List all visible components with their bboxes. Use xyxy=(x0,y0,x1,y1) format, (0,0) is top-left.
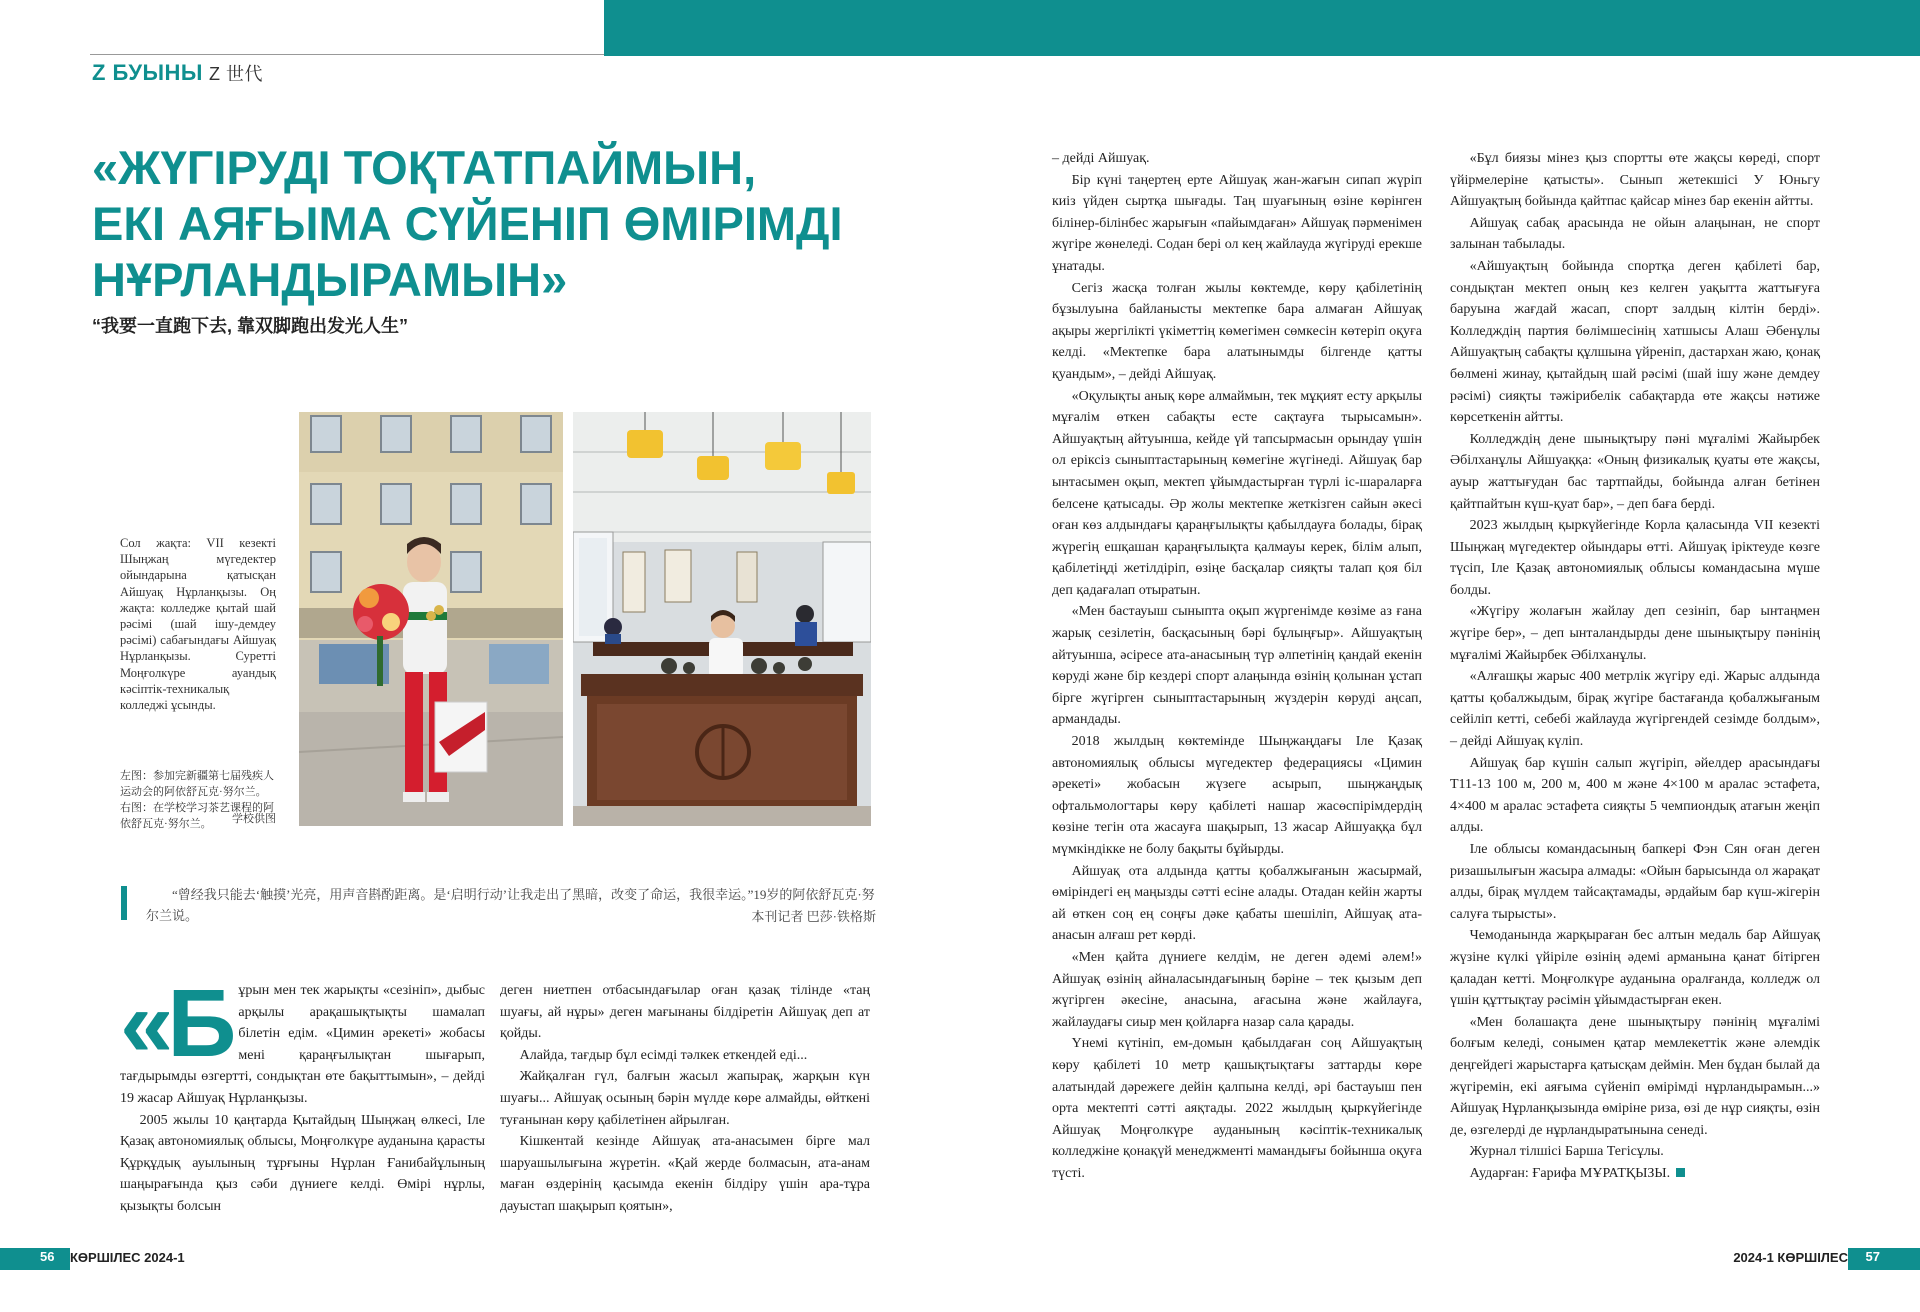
photo-tea-ceremony-class xyxy=(573,412,871,826)
section-label-zh: Z 世代 xyxy=(208,64,263,84)
section-header xyxy=(92,60,263,86)
photo-credit: 学校供图 xyxy=(232,813,276,825)
paragraph: Сегіз жасқа толған жылы көктемде, көру қабілетінің бұзылуына байланысты мектепке бара алмаған Айшуақ ақыры жергілікті үкіметтің көмегімен сөмкесін көтеріп оқуға келді. «Мектепке бара алатынымды білгенде қатты қуандым», – дейді Айшуақ. xyxy=(1052,280,1422,382)
photo-athlete-with-flowers xyxy=(299,412,563,826)
article-column-3 xyxy=(1052,148,1422,1185)
article-title xyxy=(92,140,852,308)
page-number-left: 56 xyxy=(36,1249,58,1264)
paragraph: «Мен бастауыш сыныпта оқып жүргенімде көзіме аз ғана жарық сезілетін, басқасының бәрі бұлыңғыр». Айшуақтың айтуынша, әсіресе ата-анасының түр әлпетінің қандай екенін көруді және бір кездері спорт алаңында өзінің қолынан ұстап бірге жүгірген сыныптастарының жүздерін көруді аңсап, армандады. xyxy=(1052,604,1422,728)
quote-accent-bar xyxy=(121,886,127,920)
top-accent-bar xyxy=(604,0,1920,56)
photo-caption-kazakh: Сол жақта: VII кезекті Шыңжаң мүгедектер ойындарына қатысқан Айшуақ Нұрланқызы. Оң жақта: колледже қытай шай рәсімі (шай ішу-демдеу рәсімі) сабағындағы Айшуақ Нұрланқызы. Суретті Моңғолкүре ауандық кәсіптік-техникалық колледжі ұсынды. xyxy=(120,536,276,713)
paragraph: Айшуақ сабақ арасында не ойын алаңынан, не спорт залынан табылады. xyxy=(1450,215,1820,253)
footer-right xyxy=(1729,1249,1880,1265)
paragraph: деген ниетпен отбасындағылар оған қазақ тілінде «таң шуағы, ай нұры» деген мағынаны білдіретін Айшуақ деп ат қойды. xyxy=(500,983,870,1042)
translator-credit xyxy=(1450,1163,1820,1185)
photo-caption-chinese: 左图：参加完新疆第七届残疾人运动会的阿依舒瓦克·努尔兰。右图：在学校学习茶艺课程的阿依舒瓦克·努尔兰。 xyxy=(120,770,274,830)
translator-text: Аударған: Ғарифа МҰРАТҚЫЗЫ. xyxy=(1469,1165,1671,1181)
paragraph: Алайда, тағдыр бұл есімді тәлкек еткендей еді... xyxy=(519,1047,808,1063)
footer-left xyxy=(40,1249,189,1265)
article-subtitle: “我要一直跑下去, 靠双脚跑出发光人生” xyxy=(92,316,409,336)
paragraph: Айшуақ бар күшін салып жүгіріп, әйелдер арасындағы T11-13 100 м, 200 м, 400 м және 4×100 м аралас эстафета, 4×400 м аралас эстафета сияқты 5 чемпиондық атағын жеңіп алды. xyxy=(1450,755,1820,836)
pull-quote-credit: 本刊记者 巴莎·铁格斯 xyxy=(751,909,876,924)
paragraph: «Жүгіру жолағын жайлау деп сезініп, бар ынтаңмен жүгіре бер», – деп ынталандырды дене шынықтыру пәнінің мұғалімі Жайырбек Әбілханұлы. xyxy=(1450,604,1820,663)
paragraph: Жайқалған гүл, балғын жасыл жапырақ, жарқын күн шуағы... Айшуақ осының бәрін мүлде көре алмайды, өйткені туғанынан көру қабілетінен айрылған. xyxy=(500,1069,870,1128)
paragraph: 2018 жылдың көктемінде Шыңжаңдағы Іле Қазақ автономиялық облысы мүгедектер федерациясы «Цимин әрекеті» жобасын жүзеге асырып, шыңжаңдық офтальмологтары көру қабілеті нашар жасөспірімдердің көзіне тегін ота жасауға шақырып, 13 жасар Айшуаққа бұл мүмкіндікке не болу бақыты бұйырды. xyxy=(1052,734,1422,857)
paragraph: Бір күні таңертең ерте Айшуақ жан-жағын сипап жүріп киіз үйден сыртқа шығады. Таң шуағының өзіне көрінген білінер-білінбес жарығын «пайымдаған» Айшуақ пәрменімен жүгіре жөнеледі. Содан бері ол кең жайлауда жүгіруді ерекше ұнатады. xyxy=(1052,172,1422,274)
end-mark-icon xyxy=(1676,1168,1685,1177)
paragraph: «Бұл биязы мінез қыз спортты өте жақсы көреді, спорт үйірмелеріне қатысты». Сынып жетекшісі У Юньгу Айшуақтың бойында қайтпас қайсар мінез бар екенін айтты. xyxy=(1450,151,1820,210)
article-column-4 xyxy=(1450,148,1820,1185)
article-column-2 xyxy=(500,980,870,1218)
paragraph: Чемоданында жарқыраған бес алтын медаль бар Айшуақ жүзіне күлкі үйіріле өзінің әдемі арманына қанат бітірген қаладан кетті. Моңғолкүре ауданына оралғанда, колледж ол үшін құттықтау рәсімін ұйымдастырған екен. xyxy=(1450,928,1820,1009)
paragraph: Іле облысы командасының бапкері Фэн Сян оған деген ризашылығын жасыра алмады: «Ойын барысында ол жарақат алды, бірақ мүлдем тайсақтамады, әрдайым бар күш-жігерін салуға тырысты». xyxy=(1450,842,1820,922)
paragraph: «Мен болашақта дене шынықтыру пәнінің мұғалімі болғым келеді, сонымен қатар мемлекеттік және әлемдік деңгейдегі жарыстарға қатысқам деймін. Мен бұдан былай да жүгіремін, екі аяғыма сүйеніп өмірімді нұрландырамын...» Айшуақ Нұрланқызында өміріне риза, өзі де нұр сияқты, өзін де, өзгелерді де нұрландыратынына сенеді. xyxy=(1450,1014,1820,1138)
footer-left-label: КӨРШІЛЕС 2024-1 xyxy=(70,1250,185,1265)
paragraph: «Мен қайта дүниеге келдім, не деген әдемі әлем!» Айшуақ өзінің айналасындағының бәріне – тек қызым деп жүгірген әкесіне, анасына, ағасына және жайлауға, жайлаудағы сиыр мен қойларға назар сала қарады. xyxy=(1052,949,1422,1030)
paragraph: «Алғашқы жарыс 400 метрлік жүгіру еді. Жарыс алдында қатты қобалжыдым, бірақ жүгіре бастағанда қобалжығаным сейіліп кетті, себебі жайлауда жүгіргендей сезімде болдым», – дейді Айшуақ күліп. xyxy=(1450,669,1820,750)
paragraph: Колледждің дене шынықтыру пәні мұғалімі Жайырбек Әбілханұлы Айшуаққа: «Оның физикалық қуаты өте жақсы, ауыр жаттығудан бас тартпайды, бойында алған бетінен қайтпайтын күш-қуат бар», – деп баға берді. xyxy=(1450,431,1820,512)
header-rule xyxy=(90,54,604,55)
title-line: ЕКІ АЯҒЫМА СҮЙЕНІП ӨМІРІМДІ xyxy=(92,197,843,250)
drop-cap: «Б xyxy=(120,970,231,1077)
paragraph: Айшуақ ота алдында қатты қобалжығанын жасырмай, өміріндегі ең маңызды сәтті есіне алады. Отадан кейін жарты ай өткен соң ең соңғы дәке қабаты шешіліп, Айшуақ ата-анасын алғаш рет көрді. xyxy=(1052,863,1422,944)
article-column-1 xyxy=(120,970,485,1218)
paragraph: ұрын мен тек жарықты «сезініп», дыбыс арқылы арақашықтықты шамалап білетін едім. «Цимин әрекеті» жобасы мені қараңғылықтан шығарып, тағдырымды өзгертті, сондықтан өте бақыттымын», – дейді 19 жасар Айшуақ Нұрланқызы. xyxy=(120,983,485,1106)
paragraph: Үнемі күтініп, ем-домын қабылдаған соң Айшуақтың көру қабілеті 10 метр қашықтықтағы заттарды көре алатындай дәрежеге дейін қалпына келді, әрі бастауыш пен орта мектепті сәтті аяқтады. 2022 жылдың қыркүйегінде Айшуақ Моңғолкүре ауданының кәсіптік-техникалық колледжіне қонақүй менеджменті мамандығы бойынша оқуға түсті. xyxy=(1052,1036,1422,1181)
section-label: Z БУЫНЫ xyxy=(92,60,203,85)
paragraph: «Айшуақтың бойында спортқа деген қабілеті бар, сондықтан мектеп оның кез келген уақытта жаттығуға баруына жағдай жасап, спорт залдың кілтін берді». Колледждің партия бөлімшесінің хатшысы Алаш Әбенұлы Айшуақтың сабақты құлшына үйреніп, дастархан жаю, қонақ бөлмені жинау, қытайдың шай рәсімі (шай ішу және демдеу рәсімі) сияқты тәжірибелік сабақтарда өте жақсы нәтиже көрсеткенін айтты. xyxy=(1450,258,1820,426)
paragraph: «Оқулықты анық көре алмаймын, тек мұқият есту арқылы мұғалім өткен сабақты есте сақтауға тырысамын». Айшуақтың айтуынша, кейде үй тапсырмасын орындау үшін ол еріксіз сыныптастарының көмегіне жүгінеді. Айшуақ бар ынтасымен оқып, мектеп ұйымдастырған түрлі іс-шараларға белсене қатысады. Әр жолы мектепке жеткізген сайын әкесі оған көз алдындағы қараңғылықты қабылдауға болады, бірақ жүрегің ешқашан қараңғылықта қалмауы керек, білім алып, қабілетіңді жетілдіріп, өзіңе басқалар сияқты талап қоя біл деп қадағалап отыратын. xyxy=(1052,388,1422,598)
title-line: «ЖҮГІРУДІ ТОҚТАТПАЙМЫН, xyxy=(92,141,757,194)
paragraph: 2023 жылдың қыркүйегінде Корла қаласында VII кезекті Шыңжаң мүгедектер ойындары өтті. Айшуақ іріктеуде көзге түсіп, Іле Қазақ автономиялық облысы командасына мүше болды. xyxy=(1450,518,1820,598)
author-credit: Журнал тілшісі Барша Тегісұлы. xyxy=(1469,1144,1664,1160)
paragraph: Кішкентай кезінде Айшуақ ата-анасымен бірге мал шаруашылығына жүретін. «Қай жерде болмасын, ата-анам маған өздерінің қасымда екенін білдіру үшін ара-тұра дауыстап шақырып қоятын», xyxy=(500,1134,870,1214)
pull-quote: “曾经我只能去‘触摸’光亮，用声音斟酌距离。是‘启明行动’让我走出了黑暗，改变了命运，我很幸运。”19岁的阿依舒瓦克·努尔兰说。 xyxy=(146,887,875,923)
title-line: НҰРЛАНДЫРАМЫН» xyxy=(92,253,568,306)
paragraph: 2005 жылы 10 қаңтарда Қытайдың Шыңжаң өлкесі, Іле Қазақ автономиялық облысы, Моңғолкүре ауданына қарасты Құрқұдық ауылының тұрғыны Нұрлан Ғанибайұлының шаңырағында қыз сәби дүниеге келді. Өмірі нұрлы, қызықты болсын xyxy=(120,1112,485,1214)
paragraph: – дейді Айшуақ. xyxy=(1052,151,1150,166)
footer-accent-right xyxy=(1848,1248,1920,1270)
footer-accent-left xyxy=(0,1248,70,1270)
page-number-right: 57 xyxy=(1862,1249,1884,1264)
footer-right-label: 2024-1 КӨРШІЛЕС xyxy=(1733,1250,1848,1265)
